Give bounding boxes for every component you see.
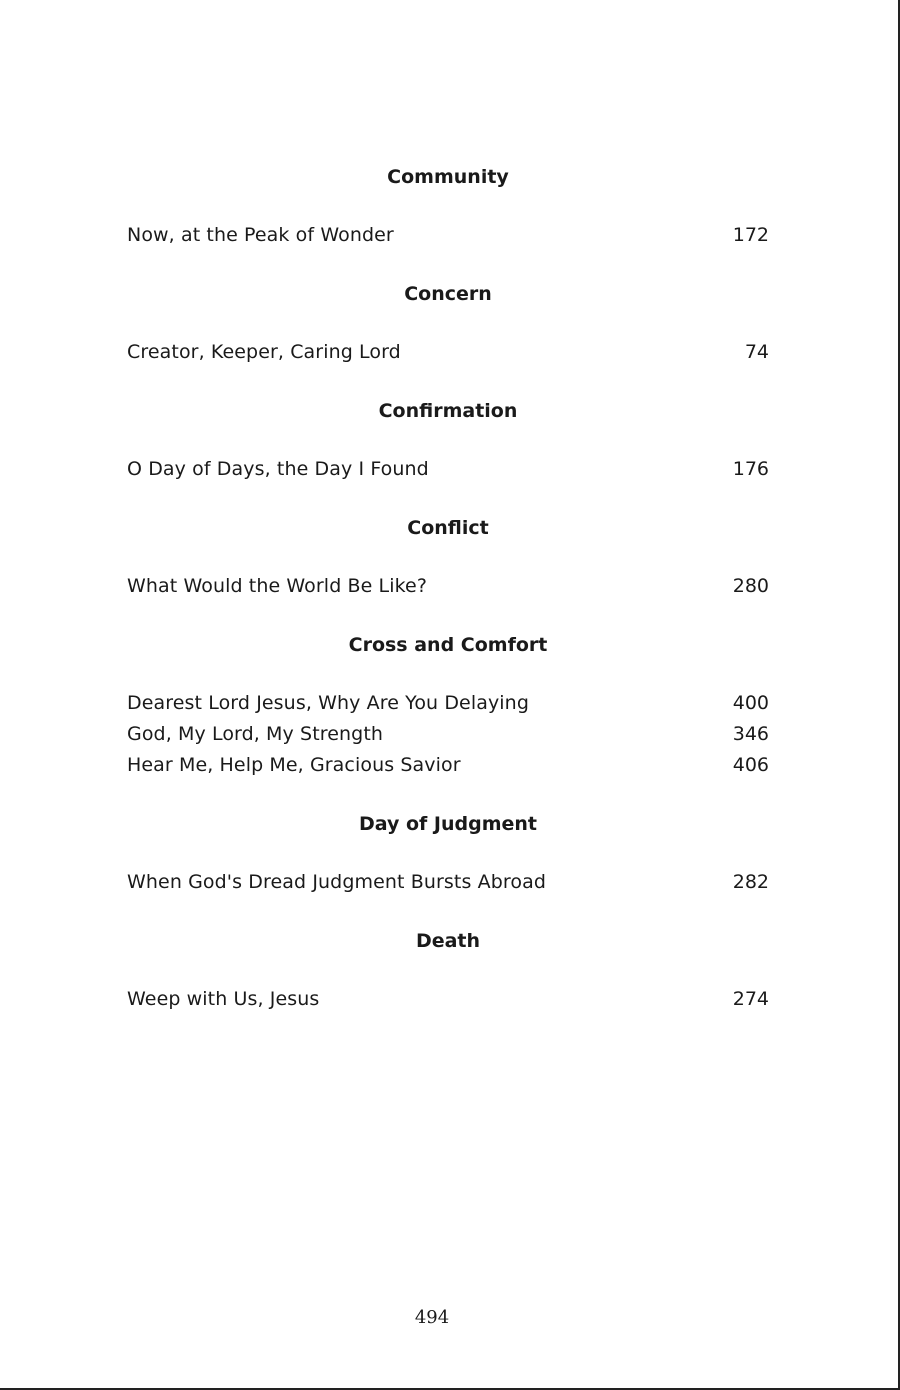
section-heading: Confirmation [378,400,518,422]
section-heading: Conflict [407,517,489,539]
hymn-number: 176 [732,458,769,480]
hymn-title: Now, at the Peak of Wonder [127,224,394,246]
entry-list [127,220,769,251]
hymn-number: 282 [732,871,769,893]
index-section [127,157,769,251]
index-section [127,274,769,368]
hymn-number: 400 [732,692,769,714]
hymn-number: 406 [732,754,769,776]
index-section [127,921,769,1015]
hymn-number: 280 [732,575,769,597]
section-heading: Day of Judgment [358,813,538,835]
hymn-title: Hear Me, Help Me, Gracious Savior [127,754,461,776]
hymn-title: O Day of Days, the Day I Found [127,458,429,480]
hymn-number: 74 [744,341,769,363]
hymn-number: 274 [732,988,769,1010]
hymn-number: 172 [732,224,769,246]
index-entry [127,750,769,781]
section-heading: Cross and Comfort [348,634,548,656]
hymn-title: Creator, Keeper, Caring Lord [127,341,401,363]
entry-list [127,867,769,898]
index-entry [127,867,769,898]
hymn-title: God, My Lord, My Strength [127,723,384,745]
entry-list [127,337,769,368]
topical-index [127,157,769,1038]
page-number: 494 [414,1307,450,1328]
entry-list [127,454,769,485]
hymn-title: Dearest Lord Jesus, Why Are You Delaying [127,692,529,714]
index-section [127,625,769,781]
index-entry [127,719,769,750]
index-section [127,508,769,602]
index-entry [127,454,769,485]
hymn-title: When God's Dread Judgment Bursts Abroad [127,871,546,893]
hymn-title: Weep with Us, Jesus [127,988,320,1010]
section-heading: Death [415,930,481,952]
entry-list [127,688,769,781]
section-heading: Concern [404,283,492,305]
index-section [127,804,769,898]
index-section [127,391,769,485]
index-entry [127,688,769,719]
hymn-title: What Would the World Be Like? [127,575,428,597]
section-heading: Community [387,166,509,188]
index-entry [127,984,769,1015]
index-entry [127,337,769,368]
hymn-number: 346 [732,723,769,745]
entry-list [127,984,769,1015]
index-entry [127,571,769,602]
entry-list [127,571,769,602]
index-entry [127,220,769,251]
